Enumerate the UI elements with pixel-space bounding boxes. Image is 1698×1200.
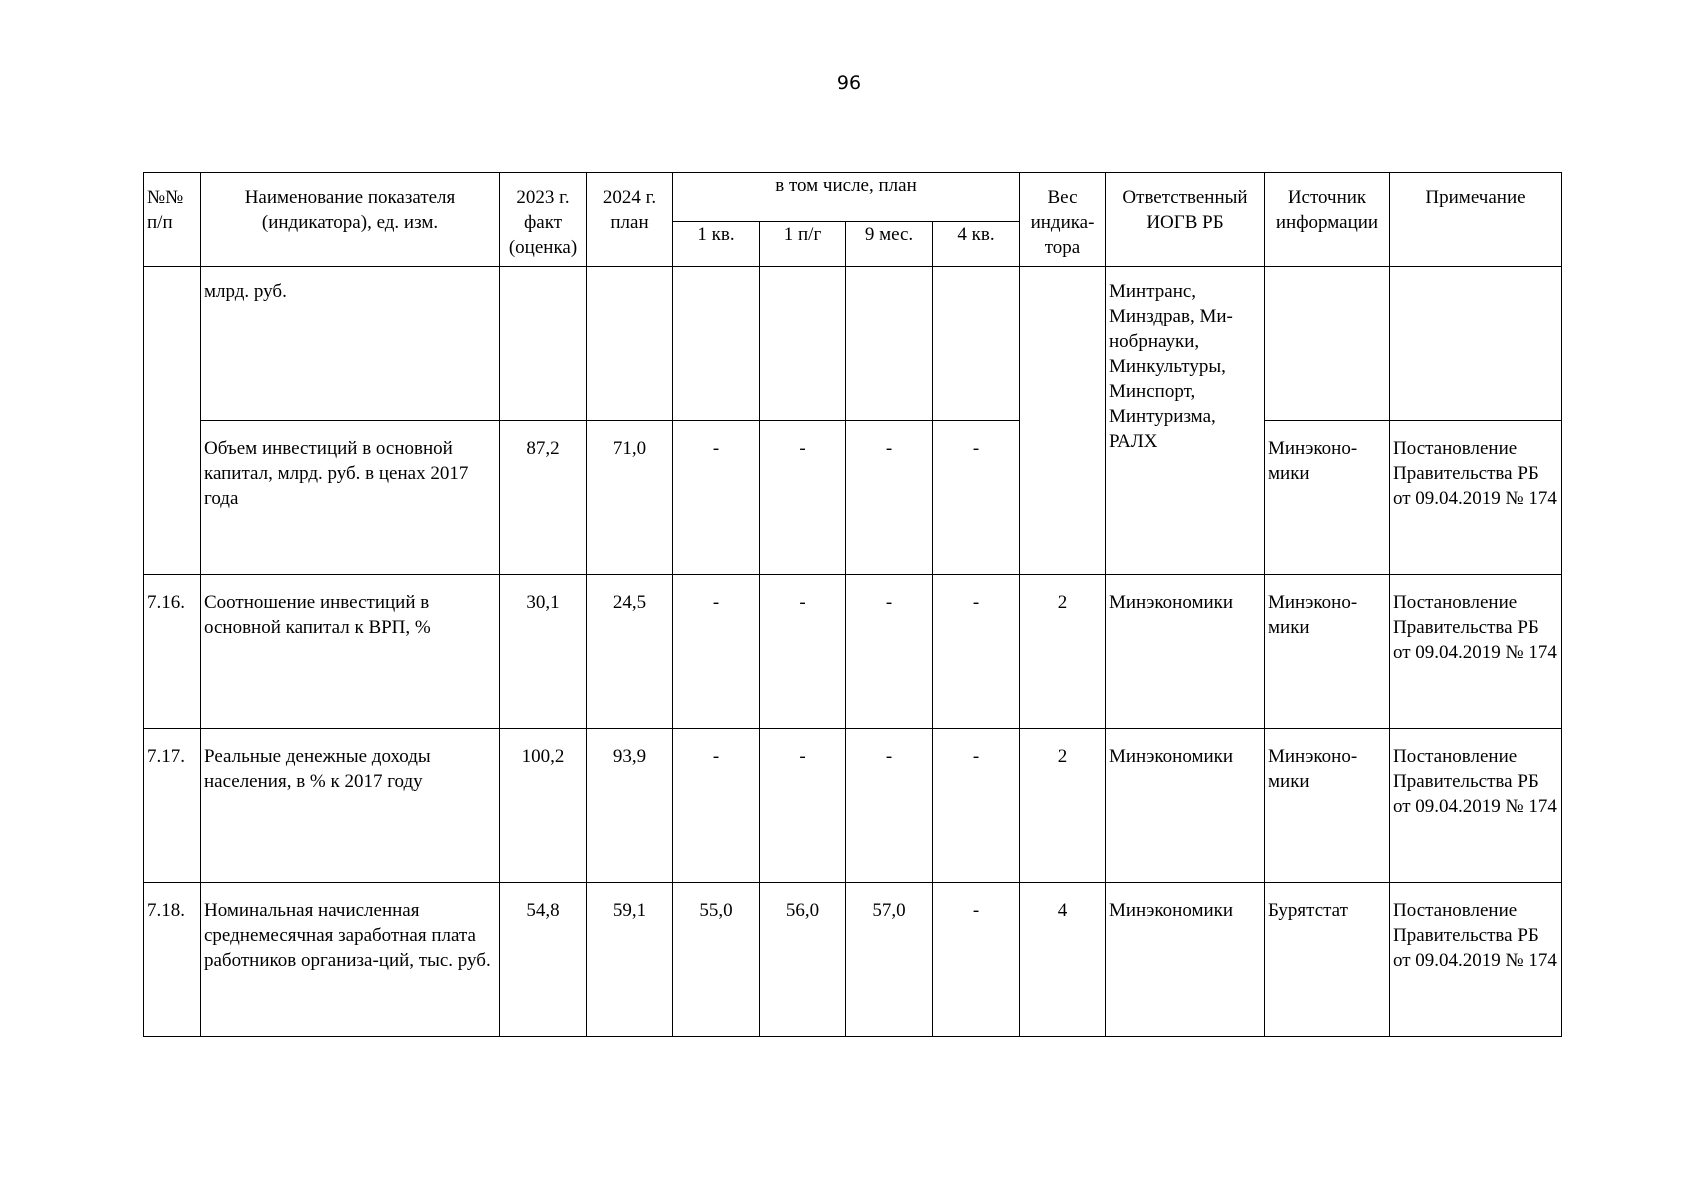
row-q4: - — [933, 421, 1020, 575]
header-responsible: Ответственный ИОГВ РБ — [1106, 173, 1265, 267]
row-num: 7.18. — [144, 883, 201, 1037]
header-9m: 9 мес. — [846, 222, 933, 267]
row-name: Реальные денежные доходы населения, в % к 2017 году — [201, 729, 500, 883]
row-h1: - — [760, 575, 846, 729]
header-q4: 4 кв. — [933, 222, 1020, 267]
row-name: Объем инвестиций в основной капитал, млрд. руб. в ценах 2017 года — [201, 421, 500, 575]
row-weight — [1020, 267, 1106, 575]
table-row — [144, 267, 1562, 421]
table-row — [144, 883, 1562, 1037]
row-9m: - — [846, 729, 933, 883]
header-fact-2023: 2023 г. факт (оценка) — [500, 173, 587, 267]
row-plan-2024: 24,5 — [587, 575, 673, 729]
row-weight: 4 — [1020, 883, 1106, 1037]
table-row — [144, 729, 1562, 883]
row-responsible: Минэкономики — [1106, 575, 1265, 729]
row-fact-2023: 87,2 — [500, 421, 587, 575]
header-weight: Вес индика-тора — [1020, 173, 1106, 267]
row-note: Постановление Правительства РБ от 09.04.2019 № 174 — [1390, 883, 1562, 1037]
row-num: 7.17. — [144, 729, 201, 883]
row-q1 — [673, 267, 760, 421]
header-note: Примечание — [1390, 173, 1562, 267]
row-weight: 2 — [1020, 575, 1106, 729]
row-name: Номинальная начисленная среднемесячная заработная плата работников организа-ций, тыс. руб. — [201, 883, 500, 1037]
row-note: Постановление Правительства РБ от 09.04.2019 № 174 — [1390, 729, 1562, 883]
row-q4: - — [933, 575, 1020, 729]
row-fact-2023: 30,1 — [500, 575, 587, 729]
row-plan-2024: 71,0 — [587, 421, 673, 575]
row-9m: - — [846, 421, 933, 575]
row-plan-2024: 59,1 — [587, 883, 673, 1037]
row-q4: - — [933, 729, 1020, 883]
row-h1: - — [760, 729, 846, 883]
row-responsible: Минэкономики — [1106, 883, 1265, 1037]
header-row — [144, 173, 1562, 222]
header-plan-2024: 2024 г. план — [587, 173, 673, 267]
row-q1: 55,0 — [673, 883, 760, 1037]
row-source: Бурятстат — [1265, 883, 1390, 1037]
row-responsible: Минэкономики — [1106, 729, 1265, 883]
row-name: млрд. руб. — [201, 267, 500, 421]
indicators-table — [143, 172, 1562, 1037]
page-number: 96 — [836, 72, 862, 94]
row-9m: 57,0 — [846, 883, 933, 1037]
row-q1: - — [673, 729, 760, 883]
header-source: Источник информации — [1265, 173, 1390, 267]
row-9m: - — [846, 575, 933, 729]
row-name: Соотношение инвестиций в основной капитал к ВРП, % — [201, 575, 500, 729]
row-note: Постановление Правительства РБ от 09.04.2019 № 174 — [1390, 421, 1562, 575]
row-source: Минэконо-мики — [1265, 575, 1390, 729]
header-including-plan: в том числе, план — [673, 173, 1020, 222]
row-note — [1390, 267, 1562, 421]
row-num: 7.16. — [144, 575, 201, 729]
row-weight: 2 — [1020, 729, 1106, 883]
header-q1: 1 кв. — [673, 222, 760, 267]
row-h1: - — [760, 421, 846, 575]
row-plan-2024 — [587, 267, 673, 421]
row-fact-2023: 54,8 — [500, 883, 587, 1037]
row-fact-2023 — [500, 267, 587, 421]
table-row — [144, 421, 1562, 575]
row-source: Минэконо-мики — [1265, 421, 1390, 575]
row-responsible: Минтранс, Минздрав, Ми-нобрнауки, Минкультуры, Минспорт, Минтуризма, РАЛХ — [1106, 267, 1265, 575]
row-q4 — [933, 267, 1020, 421]
table-row — [144, 575, 1562, 729]
row-q1: - — [673, 421, 760, 575]
row-note: Постановление Правительства РБ от 09.04.2019 № 174 — [1390, 575, 1562, 729]
row-q1: - — [673, 575, 760, 729]
row-q4: - — [933, 883, 1020, 1037]
header-name: Наименование показателя (индикатора), ед. изм. — [201, 173, 500, 267]
row-source: Минэконо-мики — [1265, 729, 1390, 883]
row-h1: 56,0 — [760, 883, 846, 1037]
header-num: №№ п/п — [144, 173, 201, 267]
header-h1: 1 п/г — [760, 222, 846, 267]
row-plan-2024: 93,9 — [587, 729, 673, 883]
row-h1 — [760, 267, 846, 421]
row-source — [1265, 267, 1390, 421]
row-fact-2023: 100,2 — [500, 729, 587, 883]
row-9m — [846, 267, 933, 421]
row-num — [144, 267, 201, 575]
